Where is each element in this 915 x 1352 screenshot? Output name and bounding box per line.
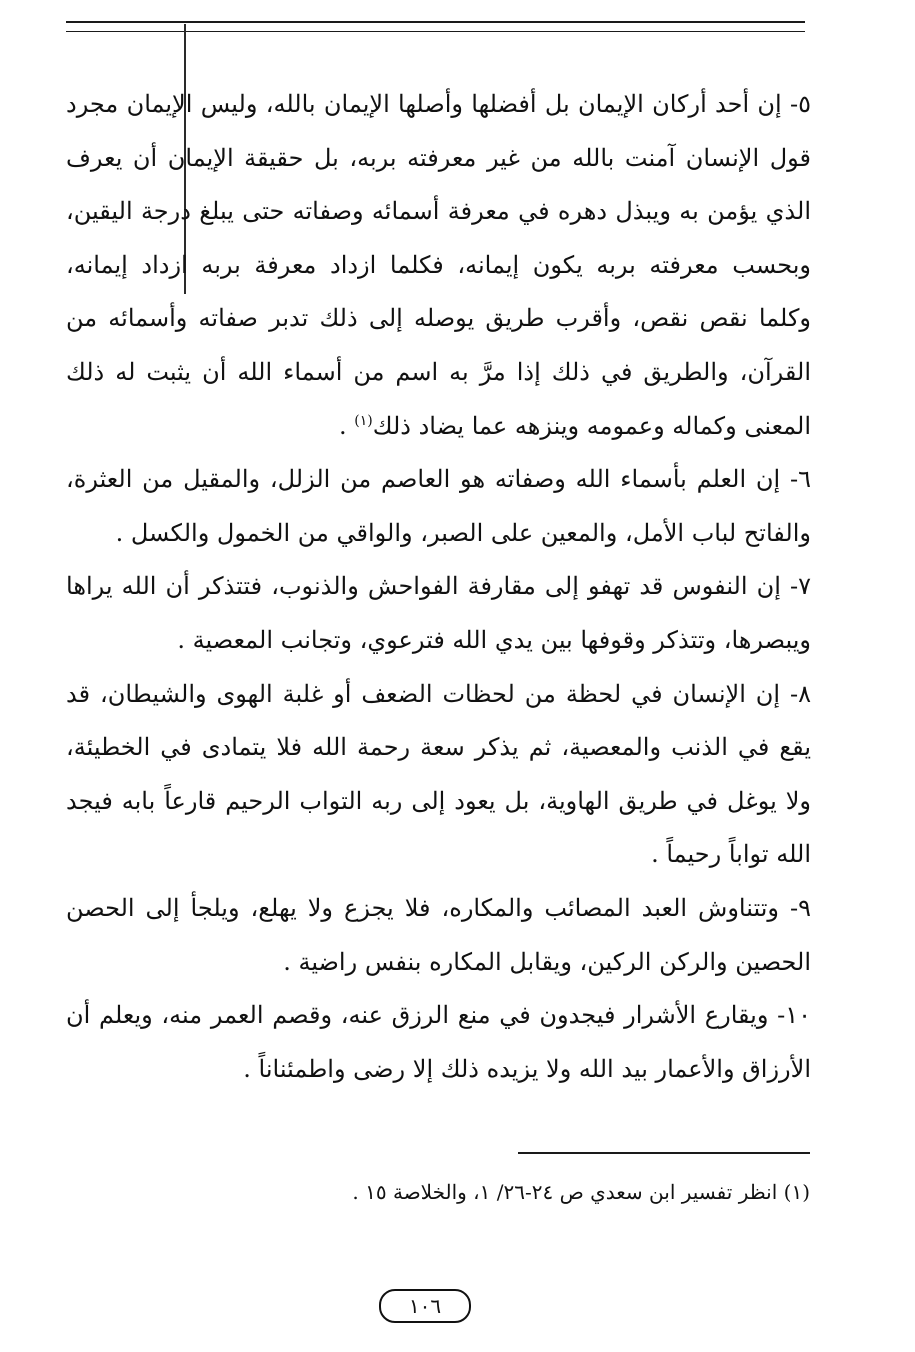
paragraph-5: [66, 78, 811, 453]
header-rule-top: [66, 21, 805, 23]
footnote-separator: [518, 1152, 810, 1154]
footnote-ref[interactable]: (١): [354, 412, 373, 429]
page-number: [379, 1289, 471, 1323]
paragraph-7: ٧- إن النفوس قد تهفو إلى مقارفة الفواحش والذنوب، فتتذكر أن الله يراها ويبصرها، وتتذكر وقوفها بين يدي الله فترعوي، وتجانب المعصية .: [66, 572, 811, 654]
paragraph-6: ٦- إن العلم بأسماء الله وصفاته هو العاصم من الزلل، والمقيل من العثرة، والفاتح لباب الأمل، والمعين على الصبر، والواقي من الخمول والكسل .: [66, 465, 811, 547]
footnote-text: (١) انظر تفسير ابن سعدي ص ٢٤-٢٦/ ١، والخلاصة ١٥ .: [352, 1180, 810, 1204]
paragraph-10: ١٠- ويقارع الأشرار فيجدون في منع الرزق عنه، وقصم العمر منه، ويعلم أن الأرزاق والأعمار بيد الله ولا يزيده ذلك إلا رضى واطمئناناً .: [66, 1001, 811, 1083]
paragraph-5-end: .: [339, 411, 355, 440]
paragraph-5-text: ٥- إن أحد أركان الإيمان بل أفضلها وأصلها الإيمان بالله، وليس الإيمان مجرد قول الإنسان آمنت بالله من غير معرفته بربه، بل حقيقة الإيمان أن يعرف الذي يؤمن به ويبذل دهره في معرفة أسمائه وصفاته حتى يبلغ درجة اليقين، وبحسب معرفته بربه يكون إيمانه، فكلما ازداد معرفة بربه ازداد إيمانه، وكلما نقص نقص، وأقرب طريق يوصله إلى ذلك تدبر صفاته وأسمائه من القرآن، والطريق في ذلك إذا مرَّ به اسم من أسماء الله أن يثبت له ذلك المعنى وكماله وعمومه وينزهه عما يضاد ذلك: [66, 90, 811, 440]
page-number-label: ١٠٦: [408, 1294, 442, 1318]
body-text: [66, 78, 811, 1096]
header-rule-bottom: [66, 31, 805, 32]
paragraph-8: ٨- إن الإنسان في لحظة من لحظات الضعف أو غلبة الهوى والشيطان، قد يقع في الذنب والمعصية، ثم يذكر سعة رحمة الله فلا يتمادى في الخطيئة، ولا يوغل في طريق الهاوية، بل يعود إلى ربه التواب الرحيم قارعاً بابه فيجد الله تواباً رحيماً .: [66, 679, 811, 869]
paragraph-9: ٩- وتتناوش العبد المصائب والمكاره، فلا يجزع ولا يهلع، ويلجأ إلى الحصن الحصين والركن الركين، ويقابل المكاره بنفس راضية .: [66, 893, 811, 976]
